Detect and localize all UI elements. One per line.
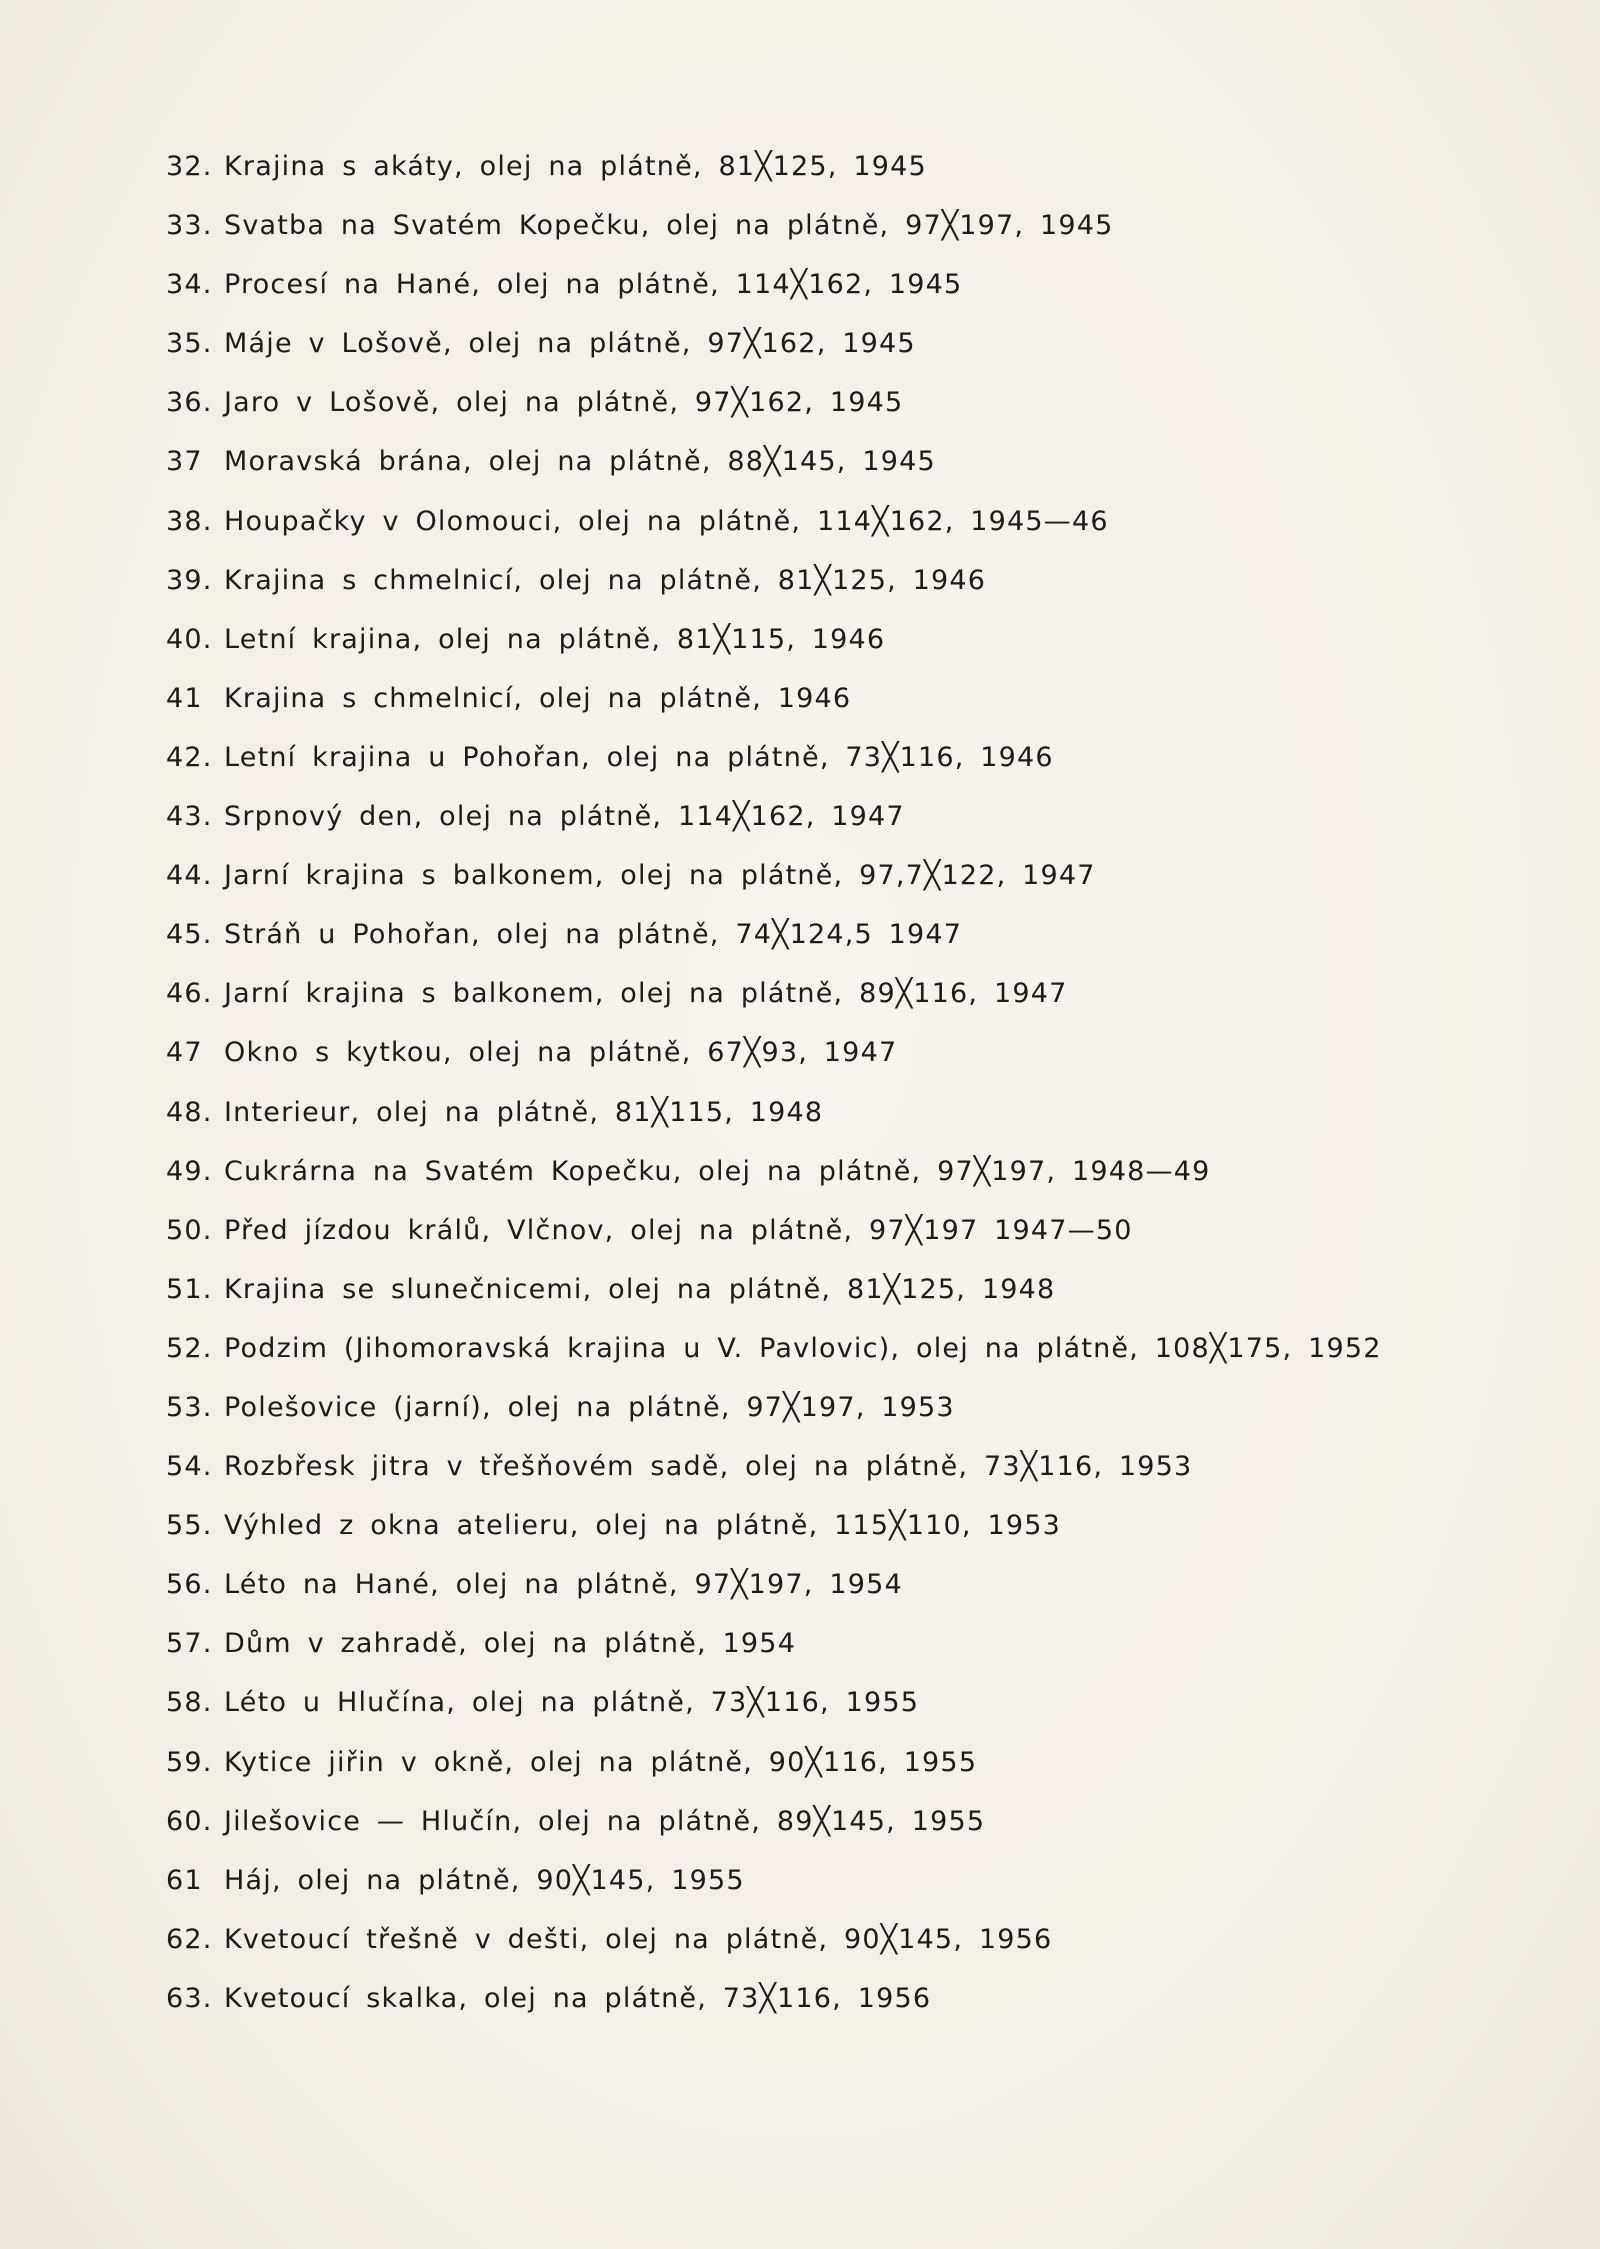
entry-number: 54.	[166, 1451, 213, 1483]
entry-text: Jarní krajina s balkonem, olej na plátně, 89╳116, 1947	[224, 978, 1068, 1010]
catalog-entry	[166, 1681, 1466, 1740]
entry-text: Procesí na Hané, olej na plátně, 114╳162, 1945	[224, 269, 963, 301]
entry-text: Okno s kytkou, olej na plátně, 67╳93, 1947	[224, 1037, 898, 1069]
catalog-entry	[166, 1622, 1466, 1681]
entry-text: Houpačky v Olomouci, olej na plátně, 114╳162, 1945—46	[224, 505, 1109, 537]
catalog-entry	[166, 972, 1466, 1031]
catalog-entry	[166, 736, 1466, 795]
entry-number: 57.	[166, 1628, 213, 1660]
entry-number: 32.	[166, 151, 213, 182]
catalog-entry	[166, 677, 1466, 736]
entry-number: 63.	[166, 1982, 213, 2014]
entry-text: Háj, olej na plátně, 90╳145, 1955	[224, 1864, 745, 1896]
catalog-entry	[166, 1563, 1466, 1622]
entry-text: Krajina s akáty, olej na plátně, 81╳125, 1945	[224, 151, 927, 182]
entry-number: 46.	[166, 978, 213, 1010]
entry-number: 52.	[166, 1332, 213, 1364]
catalog-entry	[166, 145, 1466, 204]
catalog-entry	[166, 1327, 1466, 1386]
entry-text: Jaro v Lošově, olej na plátně, 97╳162, 1945	[224, 387, 904, 419]
entry-number: 49.	[166, 1155, 213, 1187]
entry-number: 33.	[166, 210, 213, 242]
catalog-entry	[166, 500, 1466, 559]
painting-catalog-list	[166, 145, 1466, 2036]
entry-text: Dům v zahradě, olej na plátně, 1954	[224, 1628, 797, 1660]
entry-number: 59.	[166, 1746, 213, 1778]
catalog-entry	[166, 795, 1466, 854]
catalog-entry	[166, 1504, 1466, 1563]
entry-text: Máje v Lošově, olej na plátně, 97╳162, 1945	[224, 328, 916, 360]
entry-number: 34.	[166, 269, 213, 301]
entry-number: 58.	[166, 1687, 213, 1719]
entry-text: Letní krajina, olej na plátně, 81╳115, 1946	[224, 623, 886, 655]
entry-number: 48.	[166, 1096, 213, 1128]
catalog-entry	[166, 440, 1466, 499]
catalog-entry	[166, 618, 1466, 677]
entry-number: 62.	[166, 1923, 213, 1955]
entry-text: Polešovice (jarní), olej na plátně, 97╳197, 1953	[224, 1391, 955, 1423]
entry-number: 35.	[166, 328, 213, 360]
entry-number: 60.	[166, 1805, 213, 1837]
entry-text: Letní krajina u Pohořan, olej na plátně, 73╳116, 1946	[224, 741, 1054, 773]
entry-number: 41	[166, 682, 203, 714]
entry-text: Výhled z okna atelieru, olej na plátně, 115╳110, 1953	[224, 1510, 1061, 1542]
catalog-entry	[166, 1386, 1466, 1445]
entry-text: Moravská brána, olej na plátně, 88╳145, 1945	[224, 446, 936, 478]
entry-text: Kvetoucí skalka, olej na plátně, 73╳116, 1956	[224, 1982, 932, 2014]
entry-text: Krajina s chmelnicí, olej na plátně, 1946	[224, 682, 852, 714]
catalog-entry	[166, 913, 1466, 972]
entry-number: 51.	[166, 1273, 213, 1305]
catalog-entry	[166, 1741, 1466, 1800]
catalog-entry	[166, 559, 1466, 618]
entry-text: Kvetoucí třešně v dešti, olej na plátně, 90╳145, 1956	[224, 1923, 1053, 1955]
entry-text: Jarní krajina s balkonem, olej na plátně, 97,7╳122, 1947	[224, 860, 1096, 892]
catalog-entry	[166, 263, 1466, 322]
entry-text: Rozbřesk jitra v třešňovém sadě, olej na plátně, 73╳116, 1953	[224, 1451, 1193, 1483]
entry-number: 36.	[166, 387, 213, 419]
entry-number: 37	[166, 446, 203, 478]
entry-text: Interieur, olej na plátně, 81╳115, 1948	[224, 1096, 824, 1128]
entry-text: Krajina s chmelnicí, olej na plátně, 81╳125, 1946	[224, 564, 987, 596]
entry-text: Stráň u Pohořan, olej na plátně, 74╳124,5 1947	[224, 919, 963, 951]
entry-text: Krajina se slunečnicemi, olej na plátně, 81╳125, 1948	[224, 1273, 1056, 1305]
catalog-entry	[166, 322, 1466, 381]
entry-number: 53.	[166, 1391, 213, 1423]
catalog-entry	[166, 1918, 1466, 1977]
entry-number: 43.	[166, 801, 213, 833]
entry-number: 40.	[166, 623, 213, 655]
entry-number: 55.	[166, 1510, 213, 1542]
entry-text: Jilešovice — Hlučín, olej na plátně, 89╳145, 1955	[224, 1805, 986, 1837]
catalog-entry	[166, 1859, 1466, 1918]
entry-number: 39.	[166, 564, 213, 596]
entry-text: Svatba na Svatém Kopečku, olej na plátně, 97╳197, 1945	[224, 210, 1114, 242]
catalog-entry	[166, 1977, 1466, 2036]
entry-text: Kytice jiřin v okně, olej na plátně, 90╳116, 1955	[224, 1746, 978, 1778]
entry-number: 56.	[166, 1569, 213, 1601]
catalog-entry	[166, 204, 1466, 263]
catalog-entry	[166, 381, 1466, 440]
entry-number: 42.	[166, 741, 213, 773]
catalog-entry	[166, 1031, 1466, 1090]
entry-number: 38.	[166, 505, 213, 537]
catalog-entry	[166, 854, 1466, 913]
entry-number: 61	[166, 1864, 203, 1896]
catalog-entry	[166, 1445, 1466, 1504]
entry-number: 45.	[166, 919, 213, 951]
entry-text: Léto u Hlučína, olej na plátně, 73╳116, 1955	[224, 1687, 920, 1719]
entry-text: Cukrárna na Svatém Kopečku, olej na plátně, 97╳197, 1948—49	[224, 1155, 1211, 1187]
entry-number: 47	[166, 1037, 203, 1069]
catalog-entry	[166, 1268, 1466, 1327]
catalog-entry	[166, 1091, 1466, 1150]
catalog-entry	[166, 1209, 1466, 1268]
entry-text: Před jízdou králů, Vlčnov, olej na plátně, 97╳197 1947—50	[224, 1214, 1133, 1246]
catalog-entry	[166, 1800, 1466, 1859]
entry-text: Podzim (Jihomoravská krajina u V. Pavlovic), olej na plátně, 108╳175, 1952	[224, 1332, 1382, 1364]
entry-number: 50.	[166, 1214, 213, 1246]
entry-text: Srpnový den, olej na plátně, 114╳162, 1947	[224, 801, 905, 833]
entry-number: 44.	[166, 860, 213, 892]
catalog-entry	[166, 1150, 1466, 1209]
entry-text: Léto na Hané, olej na plátně, 97╳197, 1954	[224, 1569, 903, 1601]
